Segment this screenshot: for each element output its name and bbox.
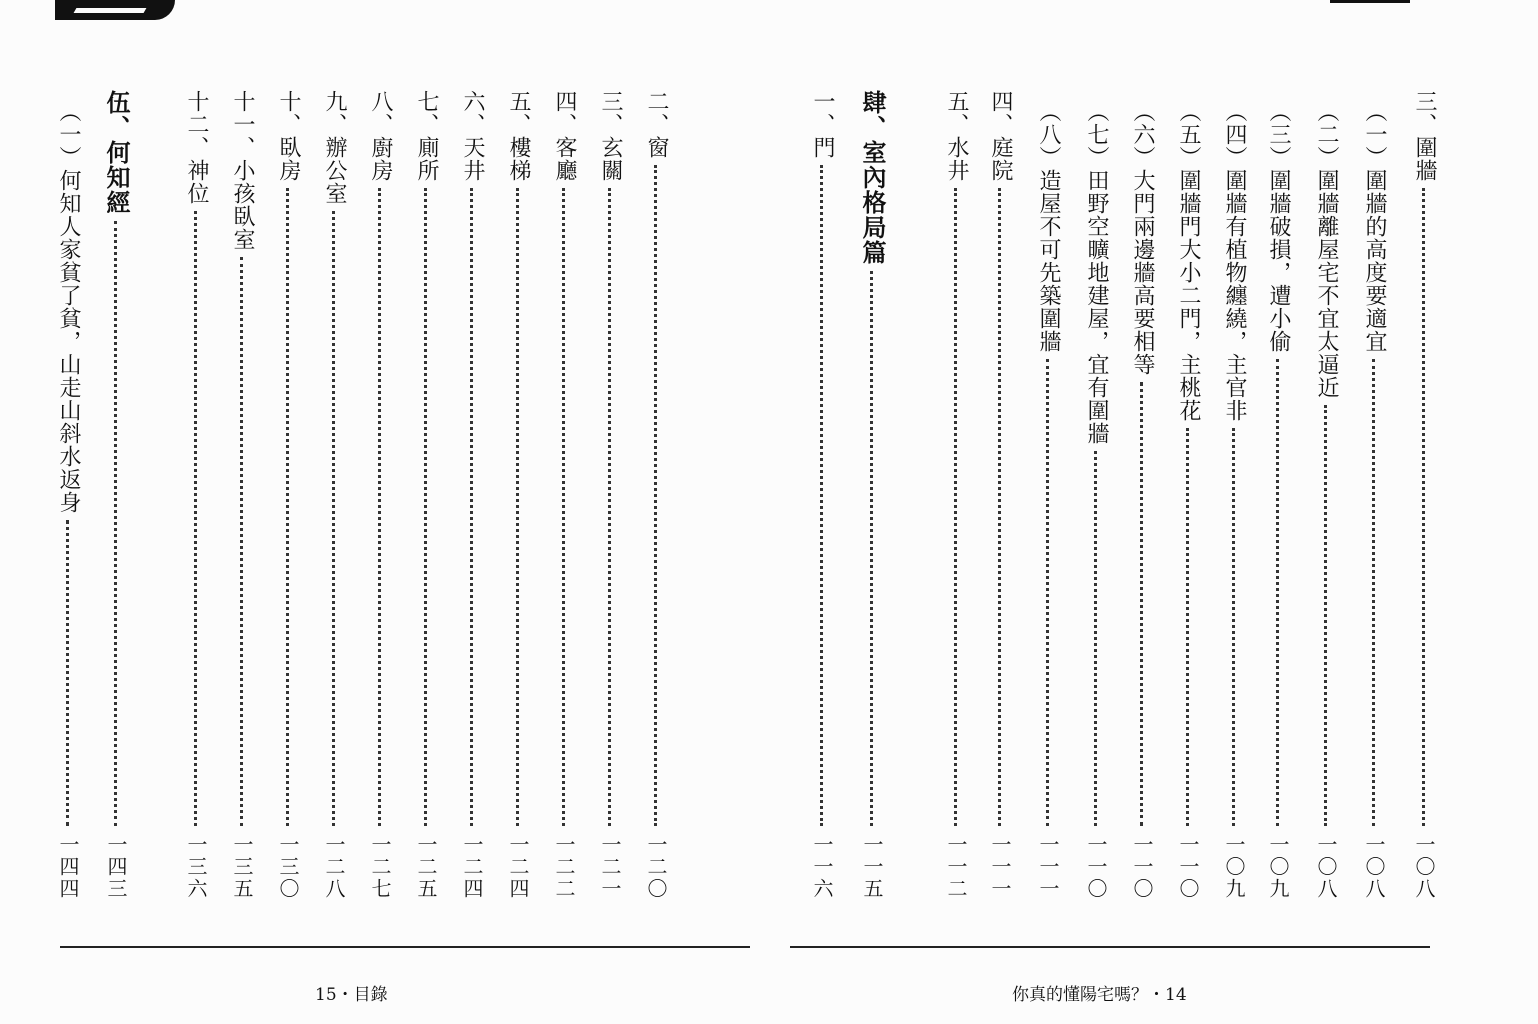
toc-entry-title: 肆、室內格局篇	[858, 90, 887, 265]
toc-entry-title: （七）田野空曠地建屋，宜有圍牆	[1084, 100, 1109, 445]
toc-entry	[180, 70, 212, 900]
toc-entry-title: 三、圍牆	[1412, 90, 1437, 182]
toc-dot-leader	[1094, 451, 1097, 826]
toc-entry-title: 六、天井	[460, 90, 485, 182]
toc-dot-leader	[1422, 188, 1425, 826]
toc-entry-page-number: 一一〇	[1084, 834, 1108, 900]
toc-entry	[52, 70, 84, 900]
toc-dot-leader	[1324, 405, 1327, 826]
toc-entry-title: 十、臥房	[276, 90, 301, 182]
toc-entry-title: 四、庭院	[988, 90, 1013, 182]
toc-dot-leader	[1232, 428, 1235, 826]
toc-entry-title: 五、水井	[944, 90, 969, 182]
toc-entry	[1080, 70, 1112, 900]
toc-entry-title: 十一、小孩臥室	[230, 90, 255, 251]
toc-dot-leader	[424, 188, 427, 826]
toc-entry-title: （五）圍牆門大小二門，主桃花	[1176, 100, 1201, 422]
toc-dot-leader	[66, 520, 69, 826]
toc-entry-page-number: 一〇八	[1314, 834, 1338, 900]
toc-entry-page-number: 一二二	[552, 834, 576, 900]
toc-entry-title: 九、辦公室	[322, 90, 347, 205]
toc-entry-page-number: 一二七	[368, 834, 392, 900]
toc-dot-leader	[470, 188, 473, 826]
toc-entry-page-number: 一三〇	[276, 834, 300, 900]
toc-entry-page-number: 一一二	[944, 834, 968, 900]
toc-entry	[502, 70, 534, 900]
toc-entry	[410, 70, 442, 900]
toc-entry-page-number: 一一一	[988, 834, 1012, 900]
toc-entry-page-number: 一二四	[506, 834, 530, 900]
toc-dot-leader	[516, 188, 519, 826]
toc-entry-title: 一、門	[810, 90, 835, 159]
toc-entry-title: 三、玄關	[598, 90, 623, 182]
toc-entry-title: 伍、何知經	[102, 90, 131, 215]
toc-dot-leader	[114, 221, 117, 826]
toc-entry-page-number: 一二五	[414, 834, 438, 900]
toc-entry	[548, 70, 580, 900]
toc-entry	[1032, 70, 1064, 900]
toc-dot-leader	[1046, 359, 1049, 826]
toc-entry-page-number: 一一〇	[1130, 834, 1154, 900]
toc-entry-page-number: 一〇九	[1222, 834, 1246, 900]
toc-entry	[984, 70, 1016, 900]
toc-entry-title: （一）圍牆的高度要適宜	[1362, 100, 1387, 353]
toc-entry-title: 七、廁所	[414, 90, 439, 182]
bottom-rule-right	[790, 946, 1430, 948]
toc-entry-title: （四）圍牆有植物纏繞，主官非	[1222, 100, 1247, 422]
toc-entry	[640, 70, 672, 900]
toc-entry	[456, 70, 488, 900]
toc-entry	[1126, 70, 1158, 900]
toc-entry	[226, 70, 258, 900]
toc-entry-page-number: 一一〇	[1176, 834, 1200, 900]
bottom-rule-left	[60, 946, 750, 948]
toc-entry-title: （六）大門兩邊牆高要相等	[1130, 100, 1155, 376]
toc-dot-leader	[332, 211, 335, 826]
toc-entry-title: 五、樓梯	[506, 90, 531, 182]
toc-entry-title: （一）何知人家貧了貧，山走山斜水返身	[56, 100, 81, 514]
toc-entry	[1358, 70, 1390, 900]
toc-dot-leader	[654, 165, 657, 826]
toc-entry-page-number: 一三五	[230, 834, 254, 900]
toc-entry-page-number: 一二〇	[644, 834, 668, 900]
toc-entry-page-number: 一二四	[460, 834, 484, 900]
toc-entry-page-number: 一二八	[322, 834, 346, 900]
toc-entry	[1262, 70, 1294, 900]
corner-mark-right	[1330, 0, 1410, 3]
toc-entry	[100, 70, 132, 900]
toc-entry-page-number: 一一六	[810, 834, 834, 900]
toc-dot-leader	[870, 271, 873, 826]
toc-dot-leader	[998, 188, 1001, 826]
left-page-footer: 15・目錄	[315, 985, 388, 1005]
toc-entry-title: 八、廚房	[368, 90, 393, 182]
toc-entry-page-number: 一二一	[598, 834, 622, 900]
toc-entry	[1218, 70, 1250, 900]
corner-mark-left	[55, 0, 175, 20]
toc-entry	[806, 70, 838, 900]
toc-entry-title: 二、窗	[644, 90, 669, 159]
toc-entry	[1310, 70, 1342, 900]
toc-dot-leader	[1140, 382, 1143, 826]
toc-entry	[272, 70, 304, 900]
toc-entry-title: 四、客廳	[552, 90, 577, 182]
toc-entry	[318, 70, 350, 900]
toc-entry-page-number: 一四三	[104, 834, 128, 900]
toc-dot-leader	[240, 257, 243, 826]
toc-entry-page-number: 一〇八	[1412, 834, 1436, 900]
toc-entry	[1408, 70, 1440, 900]
toc-dot-leader	[608, 188, 611, 826]
toc-dot-leader	[1372, 359, 1375, 826]
toc-entry-title: 十二、神位	[184, 90, 209, 205]
toc-entry-title: （二）圍牆離屋宅不宜太逼近	[1314, 100, 1339, 399]
toc-dot-leader	[1276, 359, 1279, 826]
toc-entry-page-number: 一〇九	[1266, 834, 1290, 900]
toc-dot-leader	[820, 165, 823, 826]
toc-dot-leader	[286, 188, 289, 826]
toc-entry-title: （三）圍牆破損，遭小偷	[1266, 100, 1291, 353]
toc-entry-page-number: 一一一	[1036, 834, 1060, 900]
toc-entry	[856, 70, 888, 900]
toc-entry	[1172, 70, 1204, 900]
toc-dot-leader	[194, 211, 197, 826]
toc-entry-page-number: 一〇八	[1362, 834, 1386, 900]
toc-entry	[940, 70, 972, 900]
toc-entry-page-number: 一三六	[184, 834, 208, 900]
toc-entry-page-number: 一一五	[860, 834, 884, 900]
toc-dot-leader	[954, 188, 957, 826]
toc-entry-page-number: 一四四	[56, 834, 80, 900]
toc-entry-title: （八）造屋不可先築圍牆	[1036, 100, 1061, 353]
toc-dot-leader	[1186, 428, 1189, 826]
toc-entry	[364, 70, 396, 900]
toc-dot-leader	[378, 188, 381, 826]
right-page-footer: 你真的懂陽宅嗎？・14	[1012, 985, 1187, 1005]
toc-entry	[594, 70, 626, 900]
toc-dot-leader	[562, 188, 565, 826]
